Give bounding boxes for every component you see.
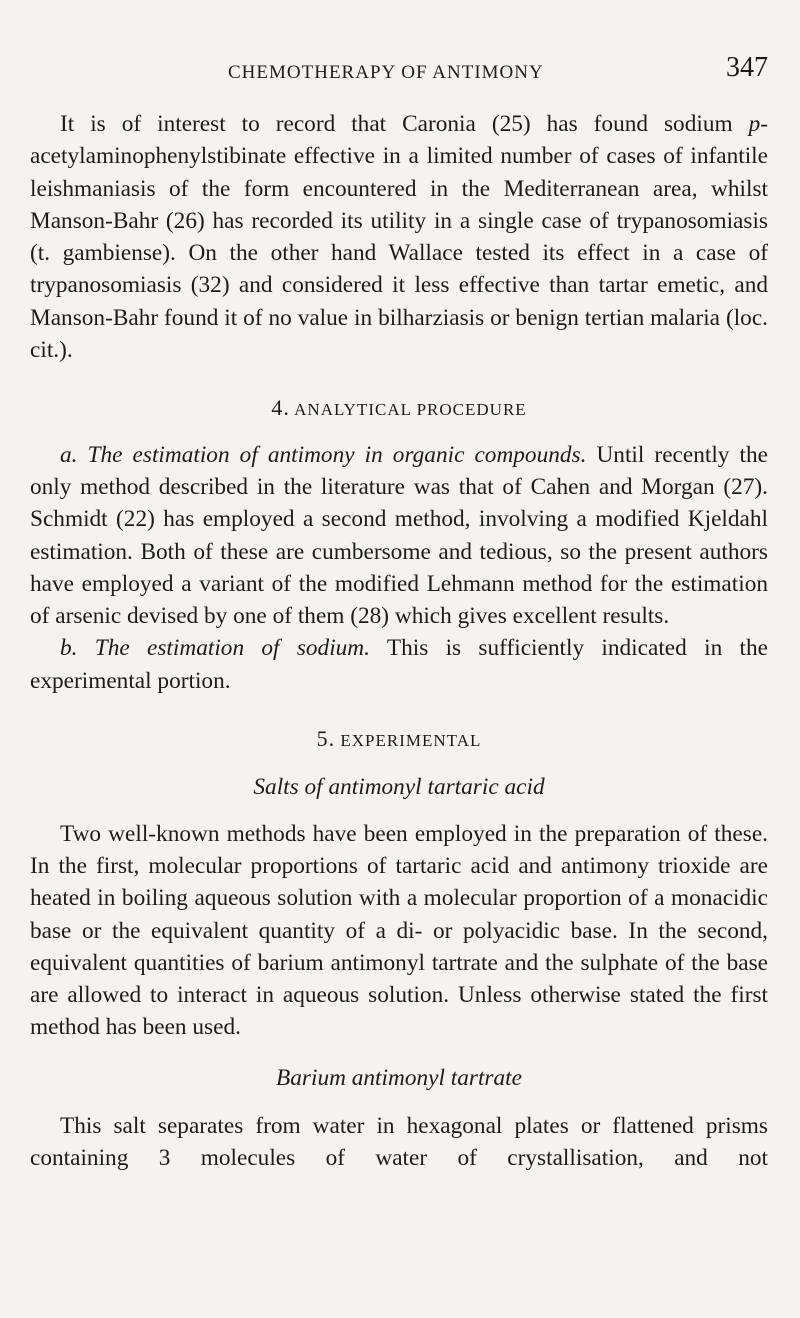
paragraph-barium: This salt separates from water in hexagonal plates or flattened prisms containing 3 molecules of water of crystallisation, and not bbox=[30, 1113, 768, 1172]
page-number: 347 bbox=[726, 52, 768, 83]
subheading-salts: Salts of antimonyl tartaric acid bbox=[253, 774, 545, 801]
section-title: ANALYTICAL PROCEDURE bbox=[294, 400, 527, 420]
paragraph-salts: Two well-known methods have been employed in the preparation of these. In the first, molecular proportions of tartaric acid and antimony trioxide are heated in boiling aqueous solution with a molecular proportion of a monacidic base or the equivalent quantity of a di- or polyacidic base. In the second, equivalent quantities of barium antimonyl tartrate and the sulphate of the base are allowed to interact in aqueous solution. Unless otherwise stated the first method has been used. bbox=[30, 820, 768, 1041]
section-heading-experimental bbox=[30, 723, 768, 757]
running-head bbox=[228, 50, 768, 90]
paragraph-text: This is sufficiently indicated in the experimental portion. bbox=[30, 635, 768, 694]
section-heading-analytical bbox=[30, 392, 768, 426]
paragraph-text: -acetylaminophenylstibinate effective in a limited number of cases of infantile leishmaniasis of the form encountered in the Mediterranean area, whilst Manson-Bahr (26) has recorded its utility in a single case of trypanosomiasis (t. gambiense). On the other hand Wallace tested its effect in a case of trypanosomiasis (32) and considered it less effective than tartar emetic, and Manson-Bahr found it of no value in bilharziasis or benign tertian malaria (loc. cit.). bbox=[30, 111, 768, 364]
running-title: CHEMOTHERAPY OF ANTIMONY bbox=[228, 62, 544, 83]
paragraph-estimation-sodium bbox=[30, 632, 768, 697]
paragraph-label: b. The estimation of sodium. bbox=[60, 635, 370, 662]
paragraph-text: It is of interest to record that Caronia (25) has found sodium bbox=[60, 111, 749, 137]
subheading-barium: Barium antimonyl tartrate bbox=[276, 1064, 522, 1091]
paragraph-text: Until recently the only method described in the literature was that of Cahen and Morgan (27). Schmidt (22) has employed a second method, involving a modified Kjeldahl estimation. Both of these are cumbersome and tedious, so the present authors have employed a variant of the modified Lehmann method for the estimation of arsenic devised by one of them (28) which gives excellent results. bbox=[30, 441, 768, 630]
para-prefix: p bbox=[748, 111, 761, 137]
section-number: 5. bbox=[316, 726, 336, 752]
body-text bbox=[30, 108, 768, 1175]
paragraph-caronia bbox=[30, 108, 768, 366]
section-number: 4. bbox=[271, 395, 290, 421]
paragraph-estimation-antimony bbox=[30, 439, 768, 633]
section-title: EXPERIMENTAL bbox=[340, 731, 482, 751]
paragraph-label: a. The estimation of antimony in organic compounds. bbox=[60, 441, 587, 468]
